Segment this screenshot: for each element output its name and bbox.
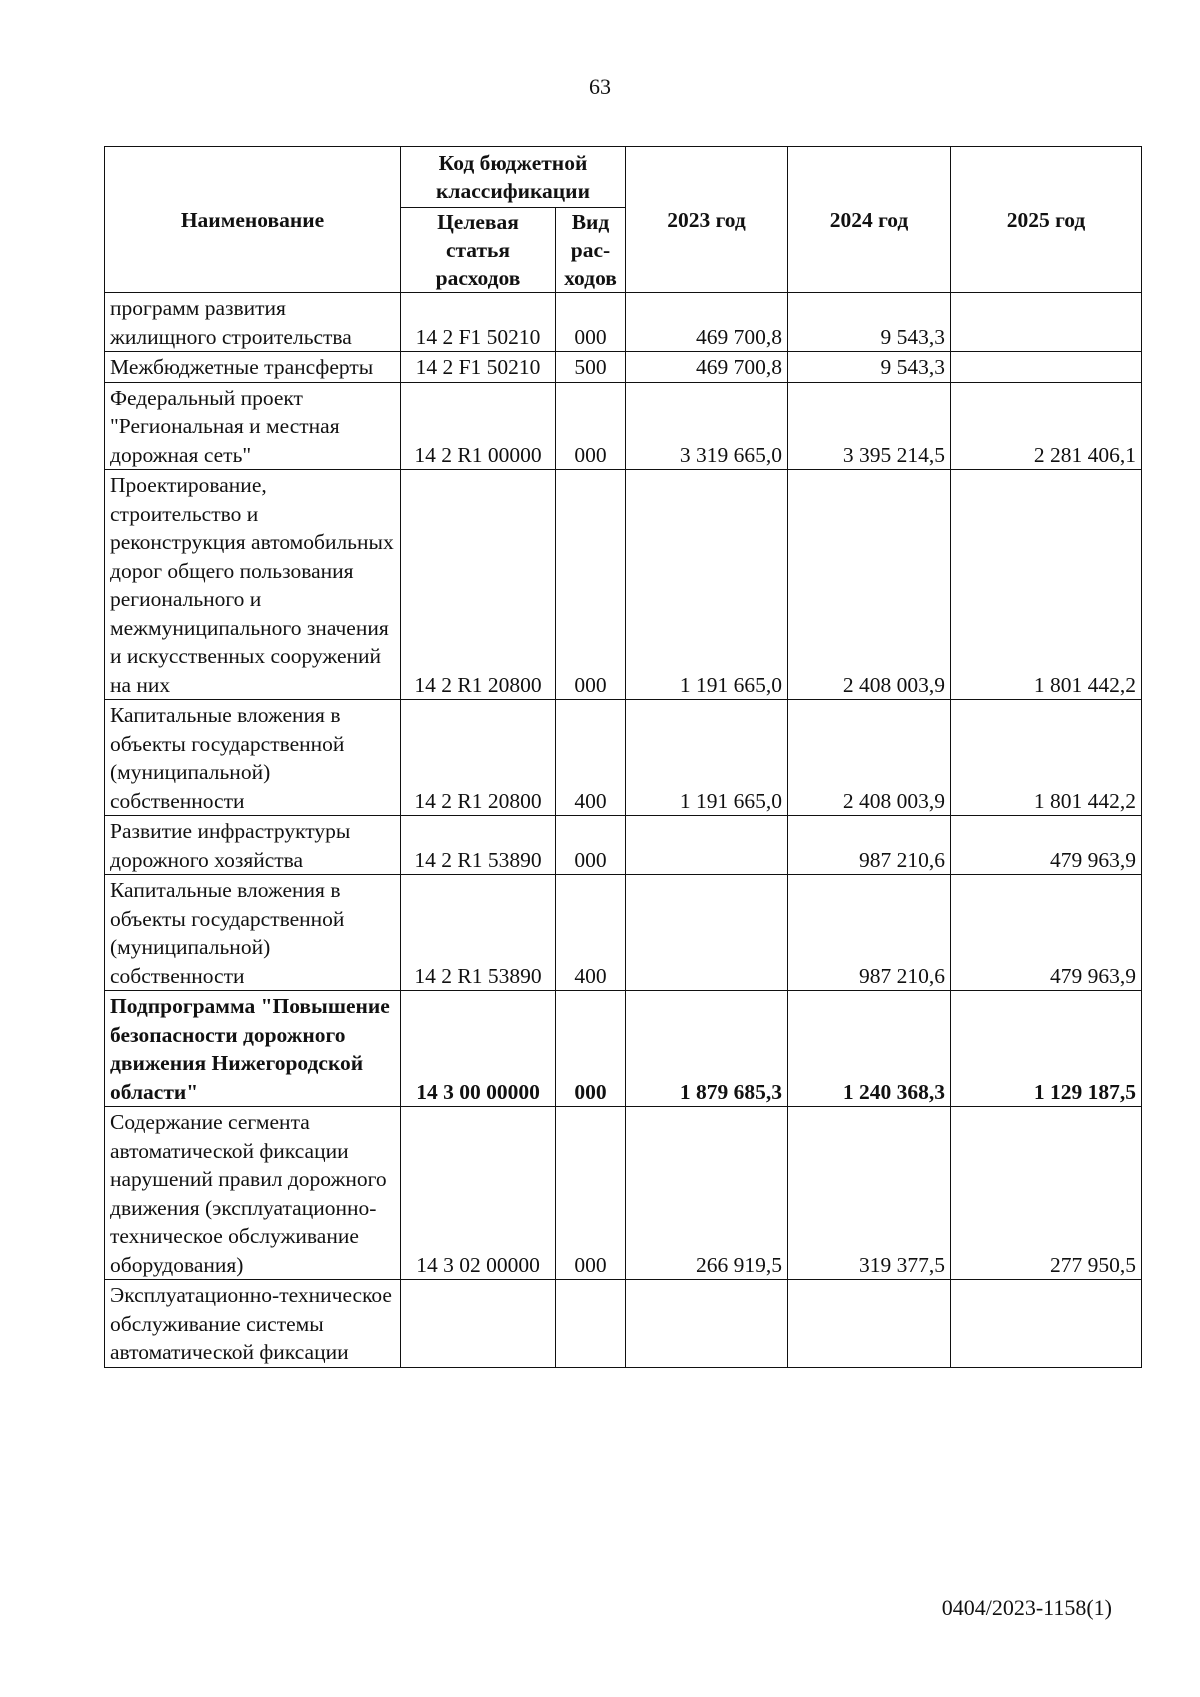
table-row <box>105 352 1142 383</box>
table-header <box>105 147 1142 293</box>
row-value-2024: 987 210,6 <box>788 875 951 991</box>
row-value-2023 <box>626 816 788 875</box>
table-row <box>105 293 1142 352</box>
row-target-code: 14 3 00 00000 <box>401 991 556 1107</box>
table-row <box>105 1107 1142 1280</box>
row-value-2023: 3 319 665,0 <box>626 382 788 470</box>
table-row <box>105 991 1142 1107</box>
row-target-code: 14 2 F1 50210 <box>401 293 556 352</box>
row-target-code <box>401 1280 556 1368</box>
table-body <box>105 293 1142 1368</box>
row-name: Эксплуатационно-техническое обслуживание системы автоматической фиксации <box>105 1280 401 1368</box>
row-value-2025: 479 963,9 <box>951 875 1142 991</box>
row-value-2023: 1 879 685,3 <box>626 991 788 1107</box>
header-target: Целевая статья расходов <box>401 208 556 293</box>
header-2024: 2024 год <box>788 147 951 293</box>
row-name: Федеральный проект "Региональная и местная дорожная сеть" <box>105 382 401 470</box>
row-expense-type: 000 <box>556 382 626 470</box>
row-value-2024: 1 240 368,3 <box>788 991 951 1107</box>
row-target-code: 14 2 R1 20800 <box>401 700 556 816</box>
header-2023: 2023 год <box>626 147 788 293</box>
row-expense-type: 000 <box>556 470 626 700</box>
row-value-2024: 2 408 003,9 <box>788 700 951 816</box>
row-value-2025 <box>951 1280 1142 1368</box>
row-value-2025: 2 281 406,1 <box>951 382 1142 470</box>
row-value-2023: 1 191 665,0 <box>626 700 788 816</box>
row-value-2023: 266 919,5 <box>626 1107 788 1280</box>
row-expense-type <box>556 1280 626 1368</box>
row-value-2023: 1 191 665,0 <box>626 470 788 700</box>
row-value-2025 <box>951 293 1142 352</box>
row-value-2024: 9 543,3 <box>788 352 951 383</box>
header-type: Вид рас-ходов <box>556 208 626 293</box>
row-value-2025: 277 950,5 <box>951 1107 1142 1280</box>
table-row <box>105 1280 1142 1368</box>
row-value-2025: 479 963,9 <box>951 816 1142 875</box>
row-target-code: 14 2 R1 20800 <box>401 470 556 700</box>
row-value-2025: 1 801 442,2 <box>951 470 1142 700</box>
row-value-2025 <box>951 352 1142 383</box>
document-id: 0404/2023-1158(1) <box>941 1595 1112 1620</box>
row-name: Межбюджетные трансферты <box>105 352 401 383</box>
row-value-2024: 319 377,5 <box>788 1107 951 1280</box>
header-name: Наименование <box>105 147 401 293</box>
row-expense-type: 400 <box>556 875 626 991</box>
row-value-2024: 9 543,3 <box>788 293 951 352</box>
row-value-2023: 469 700,8 <box>626 352 788 383</box>
table-row <box>105 816 1142 875</box>
budget-table <box>104 146 1142 1368</box>
header-code-group: Код бюджетной классификации <box>401 147 626 208</box>
row-value-2023 <box>626 1280 788 1368</box>
row-name: Содержание сегмента автоматической фиксации нарушений правил дорожного движения (эксплуатационно-техническое обслуживание оборудования) <box>105 1107 401 1280</box>
row-expense-type: 000 <box>556 293 626 352</box>
row-name: Подпрограмма "Повышение безопасности дорожного движения Нижегородской области" <box>105 991 401 1107</box>
row-target-code: 14 2 R1 53890 <box>401 816 556 875</box>
row-value-2024 <box>788 1280 951 1368</box>
row-expense-type: 400 <box>556 700 626 816</box>
row-value-2024: 2 408 003,9 <box>788 470 951 700</box>
row-name: программ развития жилищного строительства <box>105 293 401 352</box>
row-value-2023 <box>626 875 788 991</box>
row-name: Капитальные вложения в объекты государственной (муниципальной) собственности <box>105 700 401 816</box>
row-value-2024: 987 210,6 <box>788 816 951 875</box>
row-value-2024: 3 395 214,5 <box>788 382 951 470</box>
row-target-code: 14 3 02 00000 <box>401 1107 556 1280</box>
row-expense-type: 500 <box>556 352 626 383</box>
page-number: 63 <box>589 74 611 99</box>
row-name: Развитие инфраструктуры дорожного хозяйства <box>105 816 401 875</box>
row-expense-type: 000 <box>556 991 626 1107</box>
row-value-2023: 469 700,8 <box>626 293 788 352</box>
row-expense-type: 000 <box>556 1107 626 1280</box>
table-row <box>105 470 1142 700</box>
row-value-2025: 1 801 442,2 <box>951 700 1142 816</box>
header-2025: 2025 год <box>951 147 1142 293</box>
row-target-code: 14 2 R1 00000 <box>401 382 556 470</box>
row-value-2025: 1 129 187,5 <box>951 991 1142 1107</box>
row-name: Проектирование, строительство и реконструкция автомобильных дорог общего пользования регионального и межмуниципального значения и искусственных сооружений на них <box>105 470 401 700</box>
table-row <box>105 700 1142 816</box>
row-name: Капитальные вложения в объекты государственной (муниципальной) собственности <box>105 875 401 991</box>
table-row <box>105 875 1142 991</box>
table-row <box>105 382 1142 470</box>
row-expense-type: 000 <box>556 816 626 875</box>
row-target-code: 14 2 F1 50210 <box>401 352 556 383</box>
row-target-code: 14 2 R1 53890 <box>401 875 556 991</box>
